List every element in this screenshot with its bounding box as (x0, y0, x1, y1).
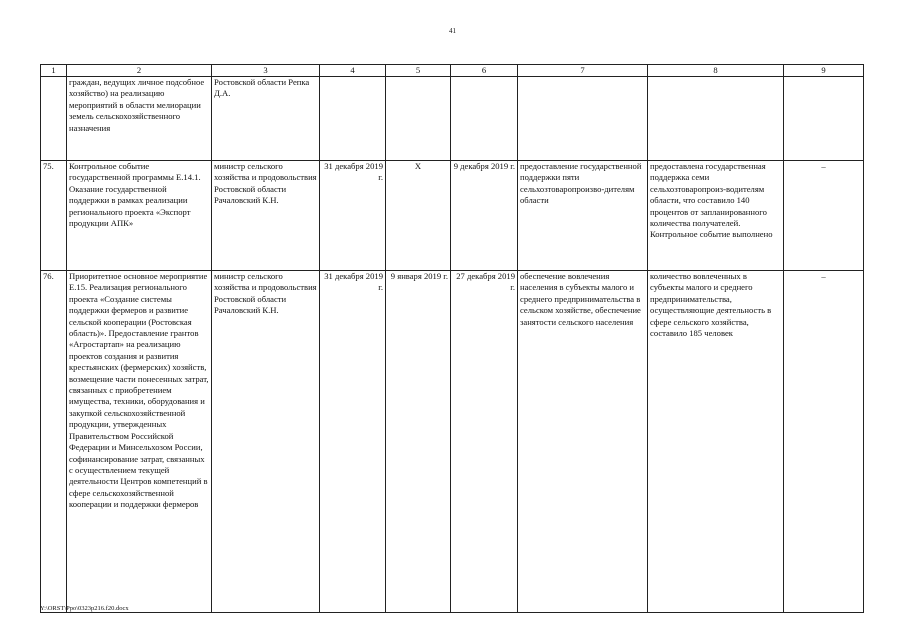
column-header: 9 (784, 65, 864, 77)
note-cell: – (784, 271, 864, 613)
column-header: 3 (212, 65, 320, 77)
note-cell (784, 77, 864, 161)
actual-date-cell: 27 декабря 2019 г. (451, 271, 518, 613)
column-header: 4 (320, 65, 386, 77)
actual-date-cell: 9 декабря 2019 г. (451, 161, 518, 271)
responsible-cell: Ростовской области Репка Д.А. (212, 77, 320, 161)
event-cell: граждан, ведущих личное подсобное хозяйство) на реализацию мероприятий в области мелиорации земель сельскохозяйственного назначения (67, 77, 212, 161)
row-number: 76. (41, 271, 67, 613)
table-row (41, 271, 864, 613)
expected-result-cell: обеспечение вовлечения населения в субъекты малого и среднего предпринимательства в сельском хозяйстве, обеспечение занятости сельского населения (518, 271, 648, 613)
column-header: 2 (67, 65, 212, 77)
event-cell: Контрольное событие государственной программы Е.14.1. Оказание государственной поддержки в рамках реализации регионального проекта «Экспорт продукции АПК» (67, 161, 212, 271)
event-cell: Приоритетное основное мероприятие Е.15. Реализация регионального проекта «Создание системы поддержки фермеров и развитие сельской кооперации (Ростовская область)». Предоставление грантов «Агростартап» на реализацию проектов создания и развития крестьянских (фермерских) хозяйств, возмещение части понесенных затрат, связанных с приобретением имущества, техники, оборудования и закупкой сельскохозяйственной продукции, утвержденных Правительством Российской Федерации и Минсельхозом России, софинансирование затрат, связанных с осуществлением текущей деятельности Центров компетенций в сфере сельскохозяйственной кооперации и поддержки фермеров (67, 271, 212, 613)
actual-result-cell: количество вовлеченных в субъекты малого и среднего предпринимательства, осуществляющие деятельность в сфере сельского хозяйства, составило 185 человек (648, 271, 784, 613)
planned-date-cell (320, 77, 386, 161)
column-header: 5 (386, 65, 451, 77)
expected-result-cell (518, 77, 648, 161)
column-header: 8 (648, 65, 784, 77)
row-number: 75. (41, 161, 67, 271)
column-number-row (41, 65, 864, 77)
col5-cell (386, 77, 451, 161)
table-row (41, 77, 864, 161)
col5-cell: Х (386, 161, 451, 271)
page-number: 41 (449, 27, 456, 35)
column-header: 6 (451, 65, 518, 77)
column-header: 1 (41, 65, 67, 77)
note-cell: – (784, 161, 864, 271)
actual-result-cell: предоставлена государственная поддержка семи сельхозтоваропроиз-водителям области, что составило 140 процентов от запланированного количества получателей. Контрольное событие выполнено (648, 161, 784, 271)
planned-date-cell: 31 декабря 2019 г. (320, 271, 386, 613)
col5-cell: 9 января 2019 г. (386, 271, 451, 613)
responsible-cell: министр сельского хозяйства и продовольствия Ростовской области Рачаловский К.Н. (212, 161, 320, 271)
report-table (40, 64, 864, 613)
expected-result-cell: предоставление государственной поддержки пяти сельхозтоваропроизво-дителям области (518, 161, 648, 271)
planned-date-cell: 31 декабря 2019 г. (320, 161, 386, 271)
table-row (41, 161, 864, 271)
actual-result-cell (648, 77, 784, 161)
actual-date-cell (451, 77, 518, 161)
file-path-footer: Y:\ORST\Ppo\0323p216.f20.docx (40, 605, 129, 612)
row-number (41, 77, 67, 161)
column-header: 7 (518, 65, 648, 77)
responsible-cell: министр сельского хозяйства и продовольствия Ростовской области Рачаловский К.Н. (212, 271, 320, 613)
